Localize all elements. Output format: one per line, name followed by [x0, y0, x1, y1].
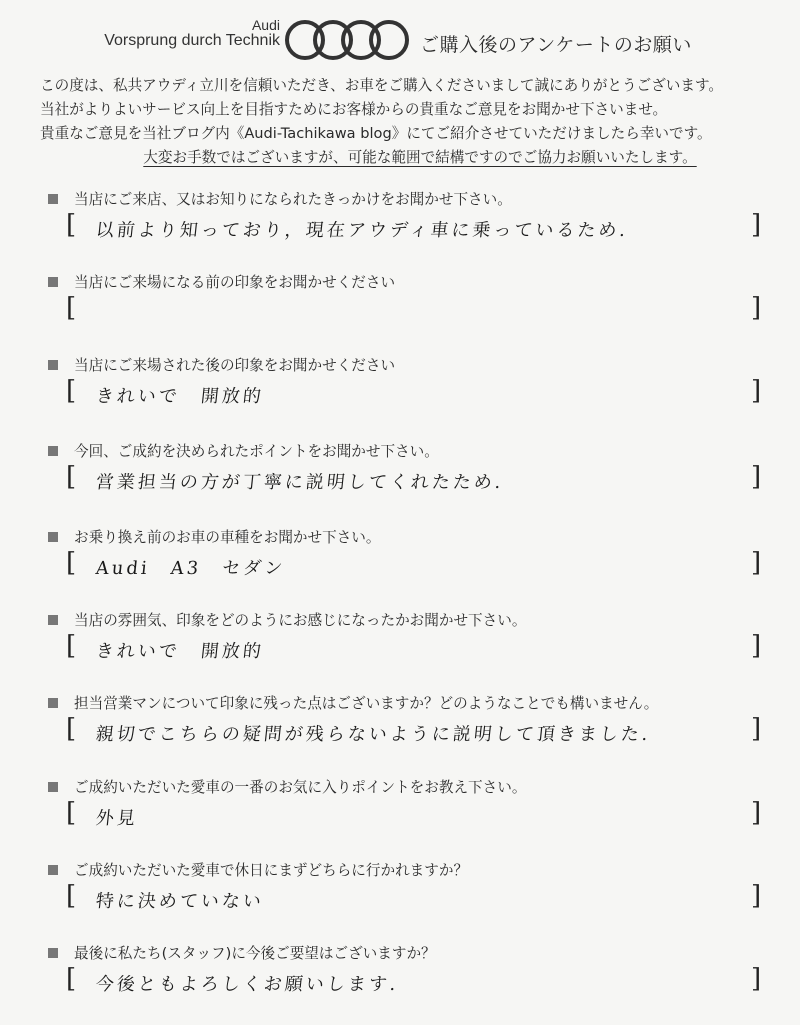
square-bullet-icon: [48, 615, 58, 625]
page-title: ご購入後のアンケートのお願い: [420, 34, 692, 56]
brand-name: Audi: [251, 17, 280, 33]
handwritten-answer: 以前より知っており，現在アウディ車に乗っているため.: [94, 220, 630, 241]
question-text: 最後に私たち(スタッフ)に今後ご要望はございますか？: [74, 945, 436, 962]
intro-line: この度は、私共アウディ立川を信頼いただき、お車をご購入くださいまして誠にありがとうございます。: [40, 77, 723, 94]
bracket-close: ]: [751, 881, 762, 911]
question-text: 当店にご来店、又はお知りになられたきっかけをお聞かせ下さい。: [74, 191, 512, 208]
square-bullet-icon: [48, 865, 58, 875]
audi-four-rings-icon: [283, 16, 413, 64]
question-5: [48, 526, 788, 609]
bracket-open: [: [66, 376, 77, 406]
handwritten-answer: Audi A3 セダン: [94, 558, 287, 579]
question-10: [48, 942, 788, 1025]
question-2: [48, 271, 788, 354]
bracket-close: ]: [751, 293, 762, 323]
bracket-close: ]: [751, 462, 762, 492]
square-bullet-icon: [48, 446, 58, 456]
question-text: ご成約いただいた愛車で休日にまずどちらに行かれますか？: [74, 862, 469, 879]
bracket-open: [: [66, 798, 77, 828]
square-bullet-icon: [48, 277, 58, 287]
question-text: お乗り換え前のお車の車種をお聞かせ下さい。: [74, 529, 381, 546]
bracket-close: ]: [751, 631, 762, 661]
question-text: 当店の雰囲気、印象をどのようにお感じになったかお聞かせ下さい。: [74, 612, 527, 629]
bracket-open: [: [66, 462, 77, 492]
bracket-open: [: [66, 631, 77, 661]
bracket-open: [: [66, 548, 77, 578]
square-bullet-icon: [48, 360, 58, 370]
bracket-close: ]: [751, 964, 762, 994]
square-bullet-icon: [48, 194, 58, 204]
header: [0, 0, 800, 70]
bracket-open: [: [66, 881, 77, 911]
question-8: [48, 776, 788, 859]
question-text: 今回、ご成約を決められたポイントをお聞かせ下さい。: [74, 443, 439, 460]
bracket-close: ]: [751, 714, 762, 744]
question-text: 担当営業マンについて印象に残った点はございますか？どのようなことでも構いません。: [74, 695, 659, 712]
question-9: [48, 859, 788, 942]
question-6: [48, 609, 788, 692]
bracket-open: [: [66, 210, 77, 240]
handwritten-answer: 親切でこちらの疑問が残らないように説明して頂きました.: [94, 724, 652, 745]
square-bullet-icon: [48, 698, 58, 708]
intro-line: 当社がよりよいサービス向上を目指すためにお客様からの貴重なご意見をお聞かせ下さいませ。: [40, 101, 668, 118]
bracket-close: ]: [751, 548, 762, 578]
bracket-open: [: [66, 293, 77, 323]
question-3: [48, 354, 788, 437]
question-text: ご成約いただいた愛車の一番のお気に入りポイントをお教え下さい。: [74, 779, 527, 796]
bracket-open: [: [66, 964, 77, 994]
bracket-close: ]: [751, 376, 762, 406]
cooperation-note-text: 大変お手数ではございますが、可能な範囲で結構ですのでご協力お願いいたします。: [143, 149, 697, 166]
question-text: 当店にご来場になる前の印象をお聞かせください: [74, 274, 396, 291]
intro-text: [40, 74, 780, 170]
handwritten-answer: 特に決めていない: [94, 891, 265, 912]
handwritten-answer: 外見: [94, 808, 139, 829]
handwritten-answer: きれいで 開放的: [94, 641, 265, 662]
question-4: [48, 440, 788, 523]
question-7: [48, 692, 788, 775]
cooperation-note: [40, 146, 780, 170]
handwritten-answer: 今後ともよろしくお願いします.: [94, 974, 400, 995]
bracket-close: ]: [751, 210, 762, 240]
handwritten-answer: 営業担当の方が丁寧に説明してくれたため.: [94, 472, 505, 493]
intro-line: 貴重なご意見を当社ブログ内《Audi-Tachikawa blog》にてご紹介させていただけましたら幸いです。: [40, 125, 712, 142]
square-bullet-icon: [48, 782, 58, 792]
brand-block: [40, 18, 280, 49]
brand-tagline: Vorsprung durch Technik: [104, 31, 280, 49]
bracket-close: ]: [751, 798, 762, 828]
handwritten-answer: きれいで 開放的: [94, 386, 265, 407]
square-bullet-icon: [48, 948, 58, 958]
question-1: [48, 188, 788, 271]
bracket-open: [: [66, 714, 77, 744]
question-text: 当店にご来場された後の印象をお聞かせください: [74, 357, 396, 374]
square-bullet-icon: [48, 532, 58, 542]
